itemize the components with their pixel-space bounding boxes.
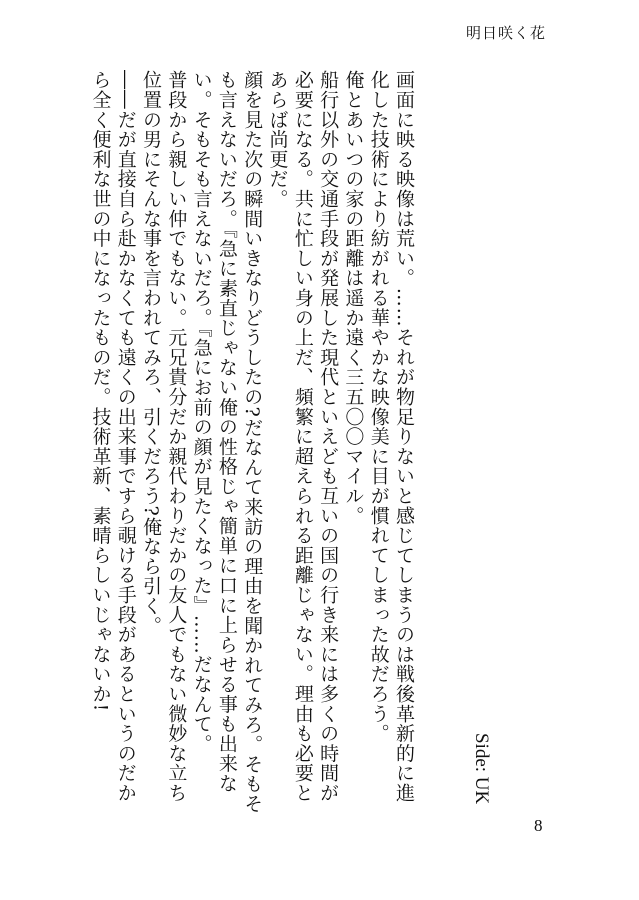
running-header: 明日咲く花: [465, 24, 546, 42]
paragraph-2: 俺とあいつの家の距離は遥か遠く三五〇〇マイル。: [342, 70, 365, 526]
paragraph-3: 船行以外の交通手段が発展した現代といえども互いの国の行き来には多くの時間が必要になる。共に忙しい身の上だ、頻繁に超えられる距離じゃない。理由も必要とあらば尚更だ。: [266, 70, 340, 803]
paragraph-6: ――だが直接自ら赴かなくても遠くの出来事ですら覗ける手段があるというのだから全く便利な世の中になったものだ。技術革新、素晴らしいじゃないか!: [89, 70, 137, 803]
paragraph-5: 普段から親しい仲でもない。元兄貴分だか親代わりだかの友人でもない微妙な立ち位置の男にそんな事を言われてみろ、引くだろう?俺なら引く。: [140, 70, 188, 803]
paragraph-4: 顔を見た次の瞬間いきなりどうしたの?だなんて来訪の理由を聞かれてみろ。そもそも言えないだろ。『急に素直じゃない俺の性格じゃ簡単に口に上らせる事も出来ない。そもそも言えないだろ。『急にお前の顔が見たくなった』……だなんて。: [190, 70, 264, 814]
page-number: 8: [534, 816, 543, 835]
body-text: [87, 70, 416, 822]
paragraph-1: 画面に映る映像は荒い。……それが物足りないと感じてしまうのは戦後革新的に進化した技術により紡がれる華やかな映像美に目が慣れてしまった故だろう。: [367, 70, 415, 803]
side-label: Side: UK: [471, 733, 492, 805]
